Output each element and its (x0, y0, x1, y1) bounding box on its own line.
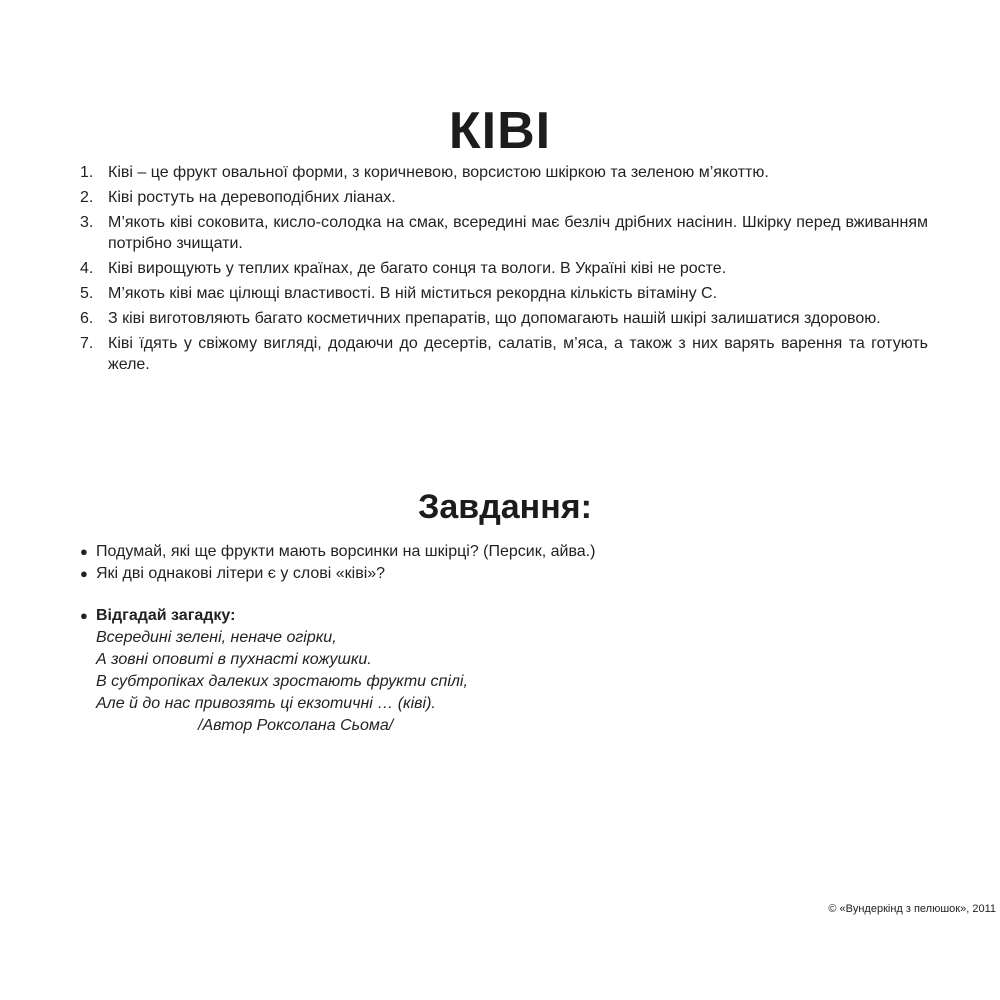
facts-list (80, 162, 928, 379)
task-text: Подумай, які ще фрукти мають ворсинки на шкірці? (Персик, айва.) (96, 543, 596, 560)
list-item-number: 1. (80, 164, 94, 181)
list-item (80, 308, 928, 329)
riddle-heading-row (80, 605, 780, 627)
list-item (80, 212, 928, 254)
riddle-block (80, 605, 780, 737)
list-item-text: М’якоть ківі має цілющі властивості. В ній міститься рекордна кількість вітаміну С. (108, 285, 718, 302)
list-item-number: 7. (80, 335, 94, 352)
bullet-icon: ● (80, 608, 88, 623)
list-item-number: 4. (80, 260, 94, 277)
task-item (80, 541, 930, 563)
list-item-text: Ківі – це фрукт овальної форми, з коричневою, ворсистою шкіркою та зеленою м’якоттю. (108, 164, 769, 181)
list-item-number: 6. (80, 310, 94, 327)
task-item (80, 563, 930, 585)
list-item-text: Ківі вирощують у теплих країнах, де багато сонця та вологи. В Україні ківі не росте. (108, 260, 727, 277)
list-item (80, 258, 928, 279)
riddle-line: Всередині зелені, неначе огірки, (96, 629, 337, 646)
task-text: Які дві однакові літери є у слові «ківі»? (96, 565, 386, 582)
list-item (80, 187, 928, 208)
list-item-number: 2. (80, 189, 94, 206)
list-item-number: 3. (80, 214, 94, 231)
riddle-heading: Відгадай загадку: (96, 607, 236, 624)
riddle-author: /Автор Роксолана Сьома/ (198, 717, 394, 734)
copyright-notice: © «Вундеркінд з пелюшок», 2011 (828, 903, 996, 915)
list-item (80, 283, 928, 304)
list-item-number: 5. (80, 285, 94, 302)
bullet-icon: ● (80, 544, 88, 559)
page-title: КІВІ (448, 102, 552, 160)
riddle-line: А зовні оповиті в пухнасті кожушки. (96, 651, 372, 668)
list-item-text: З ківі виготовляють багато косметичних препаратів, що допомагають нашій шкірі залишатися здоровою. (108, 310, 881, 327)
bullet-icon: ● (80, 566, 88, 581)
task-heading: Завдання: (418, 488, 592, 526)
tasks-list (80, 541, 930, 585)
riddle-line: Але й до нас привозять ці екзотичні … (ківі). (96, 695, 436, 712)
list-item-text: М’якоть ківі соковита, кисло-солодка на смак, всередині має безліч дрібних насінин. Шкірку перед вживанням потрібно зчищати. (108, 214, 928, 252)
list-item-text: Ківі їдять у свіжому вигляді, додаючи до десертів, салатів, м’яса, а також з них варять варення та готують желе. (108, 335, 928, 373)
list-item-text: Ківі ростуть на деревоподібних ліанах. (108, 189, 396, 206)
list-item (80, 162, 928, 183)
riddle-text (80, 627, 780, 737)
list-item (80, 333, 928, 375)
riddle-line: В субтропіках далеких зростають фрукти спілі, (96, 673, 468, 690)
